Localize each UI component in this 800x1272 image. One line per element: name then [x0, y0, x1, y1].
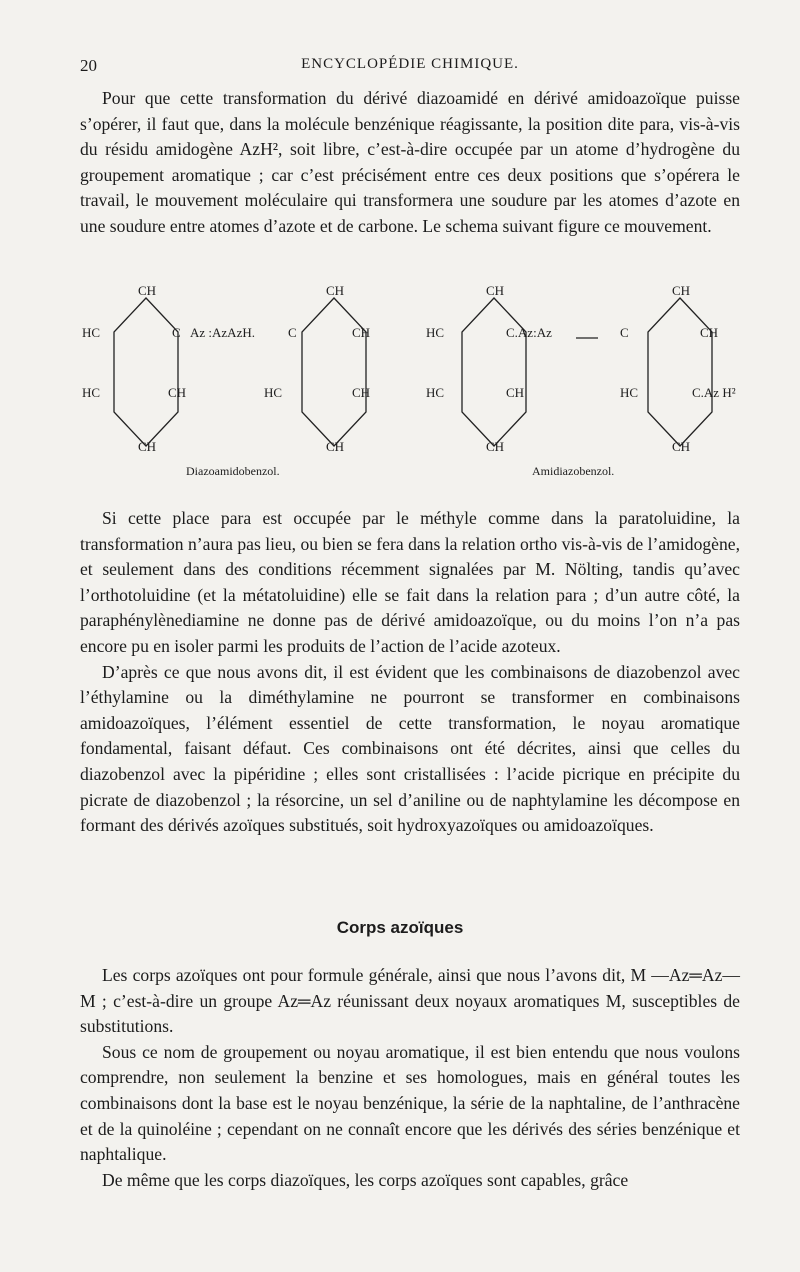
bridge-right: C — [620, 325, 629, 340]
benzene-ring-1 — [114, 298, 178, 446]
running-title: ENCYCLOPÉDIE CHIMIQUE. — [301, 56, 519, 72]
ring-1-upper-right: C — [172, 325, 181, 340]
caption-amidiazobenzol: Amidiazobenzol. — [532, 464, 615, 478]
ring-4-bottom: CH — [672, 439, 691, 454]
ring-2-lower-right: CH — [352, 385, 371, 400]
ring-2-bottom: CH — [326, 439, 345, 454]
ring-1-upper-left: HC — [82, 325, 101, 340]
ring-1-lower-left: HC — [82, 385, 101, 400]
ring-3-lower-left: HC — [426, 385, 445, 400]
benzene-ring-4 — [648, 298, 712, 446]
ring-1-top: CH — [138, 283, 157, 298]
ring-4-top: CH — [672, 283, 691, 298]
paragraph: Pour que cette transformation du dérivé diazoamidé en dérivé amidoazoïque puisse s’opérer, il faut que, dans la molécule benzénique réagissante, la position dite para, vis-à-vis du résidu amidogène AzH², soit libre, c’est-à-dire occupée par un atome d’hydrogène du groupement aromatique ; car c’est précisément entre ces deux positions que s’opérera le travail, le mouvement moléculaire qui transformera une soudure par les atomes d’azote en une soudure entre atomes d’azote et de carbone. Le schema suivant figure ce mouvement. — [80, 88, 740, 236]
ring-3-upper-right: C.Az:Az — [506, 325, 552, 340]
ring-3-upper-left: HC — [426, 325, 445, 340]
paragraph: D’après ce que nous avons dit, il est évident que les combinaisons de diazobenzol avec l’éthylamine ou la diméthylamine ne pourront se transformer en combinaisons amidoazoïques, l’élément essentiel de cette transformation, le noyau aromatique fondamental, faisant défaut. Ces combinaisons ont été décrites, ainsi que celles du diazobenzol avec la pipéridine ; elles sont cristallisées : l’acide picrique en précipite du picrate de diazobenzol ; la résorcine, un sel d’aniline ou de naphtylamine les décompose en formant des dérivés azoïques substitués, soit hydroxyazoïques ou amidoazoïques. — [80, 661, 740, 836]
page-number: 20 — [80, 56, 97, 75]
ring-3-bottom: CH — [486, 439, 505, 454]
ring-2-upper-right: CH — [352, 325, 371, 340]
paragraph: Sous ce nom de groupement ou noyau aromatique, il est bien entendu que nous voulons comprendre, non seulement la benzine et ses homologues, mais en général toutes les combinaisons dont la base est le noyau benzénique, la série de la naphtaline, de l’anthracène et de la quinoléine ; cependant on ne connaît encore que les dérivés des séries benzénique et naphtalique. — [80, 1041, 740, 1165]
ring-4-lower-right: C.Az H² — [692, 385, 736, 400]
ring-4-lower-left: HC — [620, 385, 639, 400]
ring-outlines — [76, 280, 746, 480]
page-header — [80, 56, 740, 80]
text-block-azo — [80, 963, 740, 1193]
ring-3-lower-right: CH — [506, 385, 525, 400]
section-heading: Corps azoïques — [336, 918, 464, 937]
ring-2-lower-left: HC — [264, 385, 283, 400]
text-block-intro — [80, 86, 740, 240]
ring-2-upper-left: C — [288, 325, 297, 340]
ring-1-lower-right: CH — [168, 385, 187, 400]
paragraph: Les corps azoïques ont pour formule générale, ainsi que nous l’avons dit, M —Az═Az—M ; c’est-à-dire un groupe Az═Az réunissant deux noyaux aromatiques M, susceptibles de substitutions. — [80, 965, 740, 1037]
benzene-ring-2 — [302, 298, 366, 446]
ring-1-bottom: CH — [138, 439, 157, 454]
ring-4-upper-right: CH — [700, 325, 719, 340]
caption-diazoamidobenzol: Diazoamidobenzol. — [186, 464, 280, 478]
text-block-middle — [80, 506, 740, 839]
benzene-rearrangement-diagram — [76, 280, 746, 480]
bridge-left: Az :AzAzH. — [190, 325, 255, 340]
paragraph: Si cette place para est occupée par le méthyle comme dans la paratoluidine, la transformation n’aura pas lieu, ou bien se fera dans la relation ortho vis-à-vis de l’amidogène, et seulement dans des conditions récemment signalées par M. Nölting, tandis qu’avec l’orthotoluidine (et la métatoluidine) elle se fait dans la relation para ; d’un autre côté, la paraphénylènediamine ne donne pas de dérivé amidoazoïque, ou du moins l’on n’a pas encore pu en isoler parmi les produits de l’action de l’acide azoteux. — [80, 508, 740, 656]
benzene-ring-3 — [462, 298, 526, 446]
paragraph: De même que les corps diazoïques, les corps azoïques sont capables, grâce — [102, 1169, 629, 1190]
ring-2-top: CH — [326, 283, 345, 298]
ring-3-top: CH — [486, 283, 505, 298]
